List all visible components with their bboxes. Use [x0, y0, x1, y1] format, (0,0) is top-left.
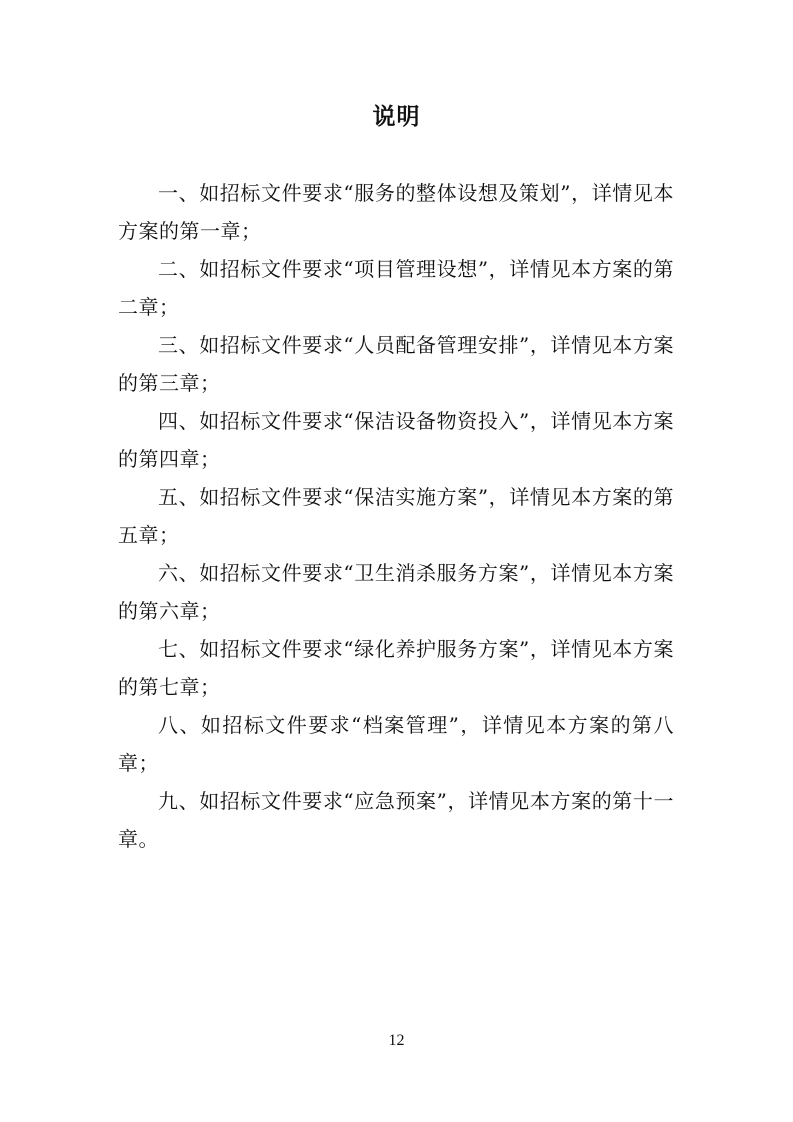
paragraph-2: 二、如招标文件要求“项目管理设想”，详情见本方案的第二章；: [118, 257, 674, 319]
paragraph-5: 五、如招标文件要求“保洁实施方案”，详情见本方案的第五章；: [118, 485, 674, 547]
page-title: 说明: [372, 103, 421, 130]
paragraph-6: 六、如招标文件要求“卫生消杀服务方案”，详情见本方案的第六章；: [118, 561, 674, 623]
paragraph-1: 一、如招标文件要求“服务的整体设想及策划”，详情见本方案的第一章；: [118, 181, 674, 243]
paragraph-3: 三、如招标文件要求“人员配备管理安排”，详情见本方案的第三章；: [118, 333, 674, 395]
paragraph-9: 九、如招标文件要求“应急预案”，详情见本方案的第十一章。: [118, 789, 674, 851]
page-number: 12: [388, 1032, 405, 1049]
paragraph-4: 四、如招标文件要求“保洁设备物资投入”，详情见本方案的第四章；: [118, 409, 674, 471]
document-body: [118, 174, 674, 858]
paragraph-7: 七、如招标文件要求“绿化养护服务方案”，详情见本方案的第七章；: [118, 637, 674, 699]
paragraph-8: 八、如招标文件要求“档案管理”，详情见本方案的第八章；: [118, 713, 674, 775]
